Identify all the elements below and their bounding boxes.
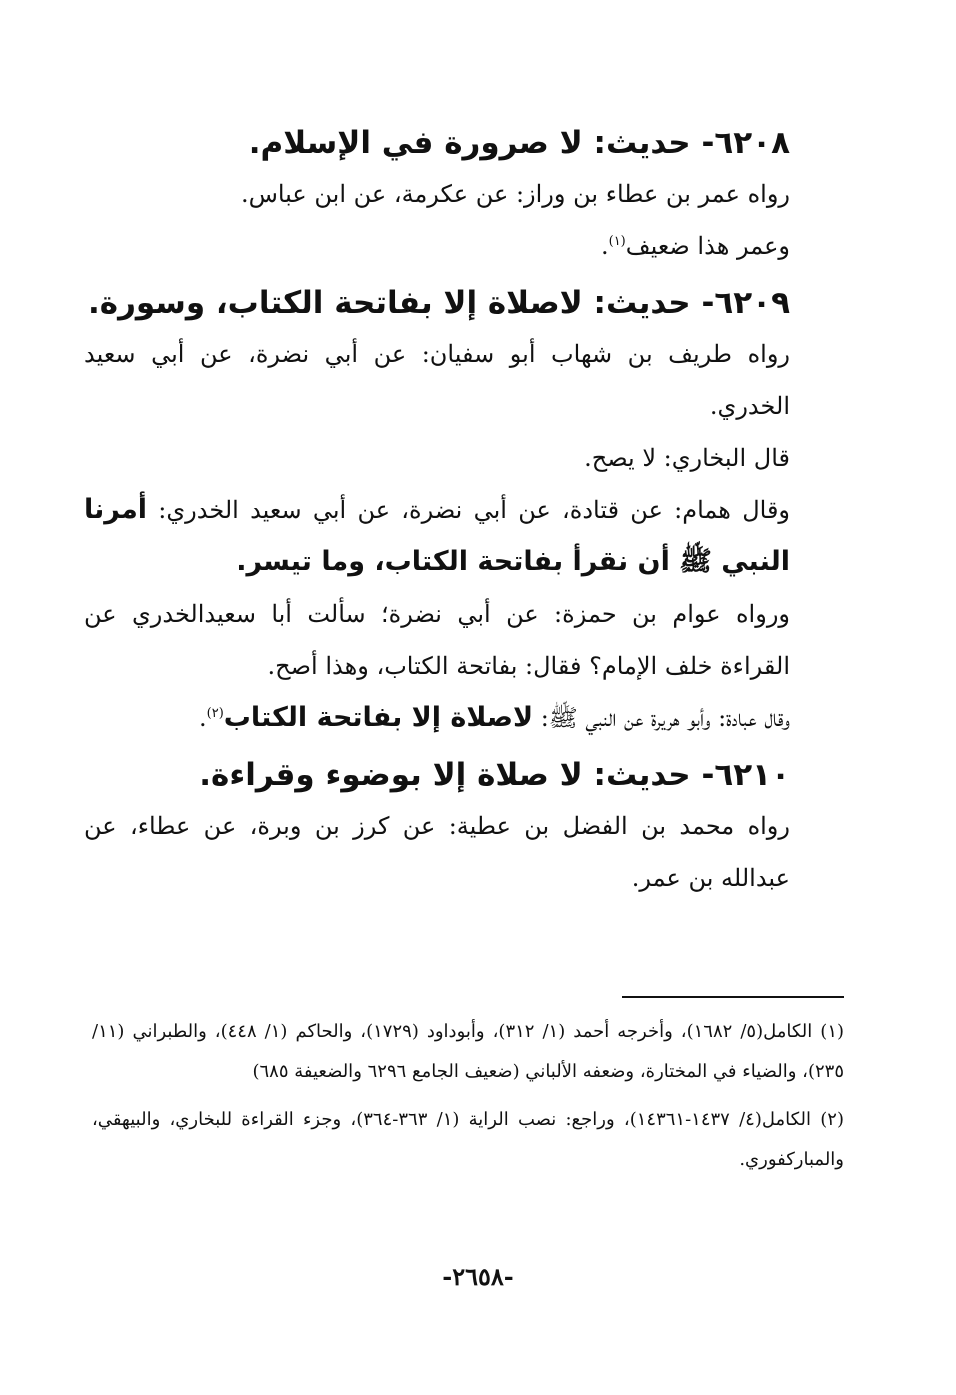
narration-text: رواه طريف بن شهاب أبو سفيان: عن أبي نضرة، عن أبي سعيد الخدري.: [84, 340, 790, 420]
narration-text: وقال همام: عن قتادة، عن أبي نضرة، عن أبي سعيد الخدري: أمرنا النبي ﷺ أن نقرأ بفاتحة الكتاب، وما تيسر.: [84, 494, 791, 577]
entry-heading: ٦٢٠٨- حديث: لا صرورة في الإسلام.: [248, 125, 790, 161]
page-number: -٢٦٥٨-: [442, 1262, 514, 1291]
narration-text: وقال عبادة: وأبو هريرة عن النبي ﷺ: لاصلاة إلا بفاتحة الكتاب$^{(٢)}$.: [199, 702, 790, 733]
narration-text: ورواه عوام بن حمزة: عن أبي نضرة؛ سألت أبا سعيدالخدري عن القراءة خلف الإمام؟ فقال: بفاتحة الكتاب، وهذا أصح.: [84, 600, 790, 680]
narration-text: رواه عمر بن عطاء بن وراز: عن عكرمة، عن ابن عباس.: [240, 180, 790, 208]
entry-6210: [84, 750, 844, 904]
page-body: [84, 118, 844, 910]
narration-text: وعمر هذا ضعيف$^{(١)}$.: [600, 232, 790, 260]
hadith-text: أمرنا النبي ﷺ أن نقرأ بفاتحة الكتاب، وما تيسر.: [84, 494, 790, 577]
footnote-1: (١) الكامل(٥/ ١٦٨٢)، وأخرجه أحمد (١/ ٣١٢)، وأبوداود (١٧٢٩)، والحاكم (١/ ٤٤٨)، والطبراني (١١/ ٢٣٥)، والضياء في المختارة، وضعفه الألباني (ضعيف الجامع ٦٢٩٦ والضعيفة ٦٨٥): [92, 1021, 845, 1082]
narration-text: رواه محمد بن الفضل بن عطية: عن كرز بن وبرة، عن عطاء، عن عبدالله بن عمر.: [84, 812, 790, 892]
narration-text: قال البخاري: لا يصح.: [584, 444, 790, 472]
entry-heading: ٦٢١٠- حديث: لا صلاة إلا بوضوء وقراءة.: [199, 757, 790, 793]
entry-heading: ٦٢٠٩- حديث: لاصلاة إلا بفاتحة الكتاب، وسورة.: [88, 285, 790, 321]
footnote-2: (٢) الكامل(٤/ ١٤٣٧-١٤٣٦١)، وراجع: نصب الراية (١/ ٣٦٣-٣٦٤)، وجزء القراءة للبخاري، والبيهقي، والمباركفوري.: [92, 1109, 844, 1170]
footnote-separator: [622, 996, 844, 998]
hadith-text: لاصلاة إلا بفاتحة الكتاب: [223, 702, 534, 733]
footnotes: [92, 1012, 844, 1188]
footnote-ref: (٢): [206, 706, 224, 721]
entry-6209: [84, 278, 844, 744]
footnote-ref: (١): [608, 234, 626, 249]
entry-6208: [84, 118, 844, 272]
